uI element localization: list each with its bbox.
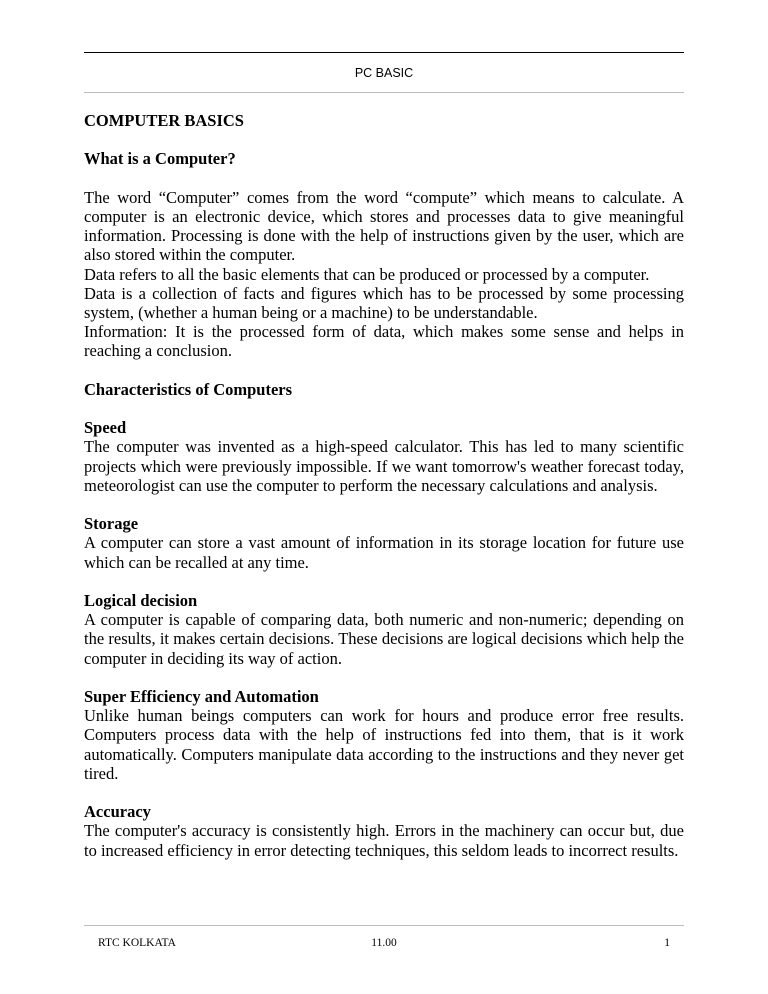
section-heading-characteristics: Characteristics of Computers	[84, 379, 293, 399]
paragraph-accuracy: The computer's accuracy is consistently high. Errors in the machinery can occur but, due to increased efficiency in error detecting techniques, this seldom leads to incorrect results.	[84, 821, 684, 860]
footer-version: 11.00	[371, 937, 397, 949]
data-collection-paragraph: Data is a collection of facts and figures which has to be processed by some processing system, (whether a human being or a machine) to be understandable.	[84, 283, 684, 322]
document-title: COMPUTER BASICS	[84, 111, 244, 130]
intro-paragraph: The word “Computer” comes from the word “compute” which means to calculate. A computer is an electronic device, which stores and processes data to give meaningful information. Processing is done with the help of instructions given by the user, which are also stored within the computer.	[84, 187, 684, 265]
subheading-accuracy: Accuracy	[84, 802, 151, 822]
page-body	[84, 111, 684, 860]
paragraph-storage: A computer can store a vast amount of information in its storage location for future use which can be recalled at any time.	[84, 533, 684, 572]
footer-page-number: 1	[664, 937, 670, 949]
section-heading-what-is-computer: What is a Computer?	[84, 149, 236, 169]
header-rule-top	[84, 52, 684, 53]
header-rule-bottom	[84, 92, 684, 93]
subheading-efficiency-automation: Super Efficiency and Automation	[84, 686, 319, 706]
page-footer	[84, 937, 684, 953]
running-header: PC BASIC	[354, 66, 414, 80]
footer-rule	[84, 925, 684, 926]
paragraph-logical-decision: A computer is capable of comparing data, both numeric and non-numeric; depending on the results, it makes certain decisions. These decisions are logical decisions which help the computer in deciding its way of action.	[84, 610, 684, 668]
subheading-storage: Storage	[84, 514, 139, 534]
paragraph-efficiency-automation: Unlike human beings computers can work for hours and produce error free results. Computers process data with the help of instructions fed into them, that is it work automatically. Computers manipulate data according to the instructions and they never get tired.	[84, 706, 684, 783]
subheading-logical-decision: Logical decision	[84, 590, 198, 610]
information-paragraph: Information: It is the processed form of data, which makes some sense and helps in reaching a conclusion.	[84, 322, 684, 361]
footer-organization: RTC KOLKATA	[98, 937, 176, 949]
data-definition-paragraph: Data refers to all the basic elements that can be produced or processed by a computer.	[84, 264, 650, 284]
paragraph-speed: The computer was invented as a high-speed calculator. This has led to many scientific projects which were previously impossible. If we want tomorrow's weather forecast today, meteorologist can use the computer to perform the necessary calculations and analysis.	[84, 437, 684, 495]
subheading-speed: Speed	[84, 418, 127, 438]
